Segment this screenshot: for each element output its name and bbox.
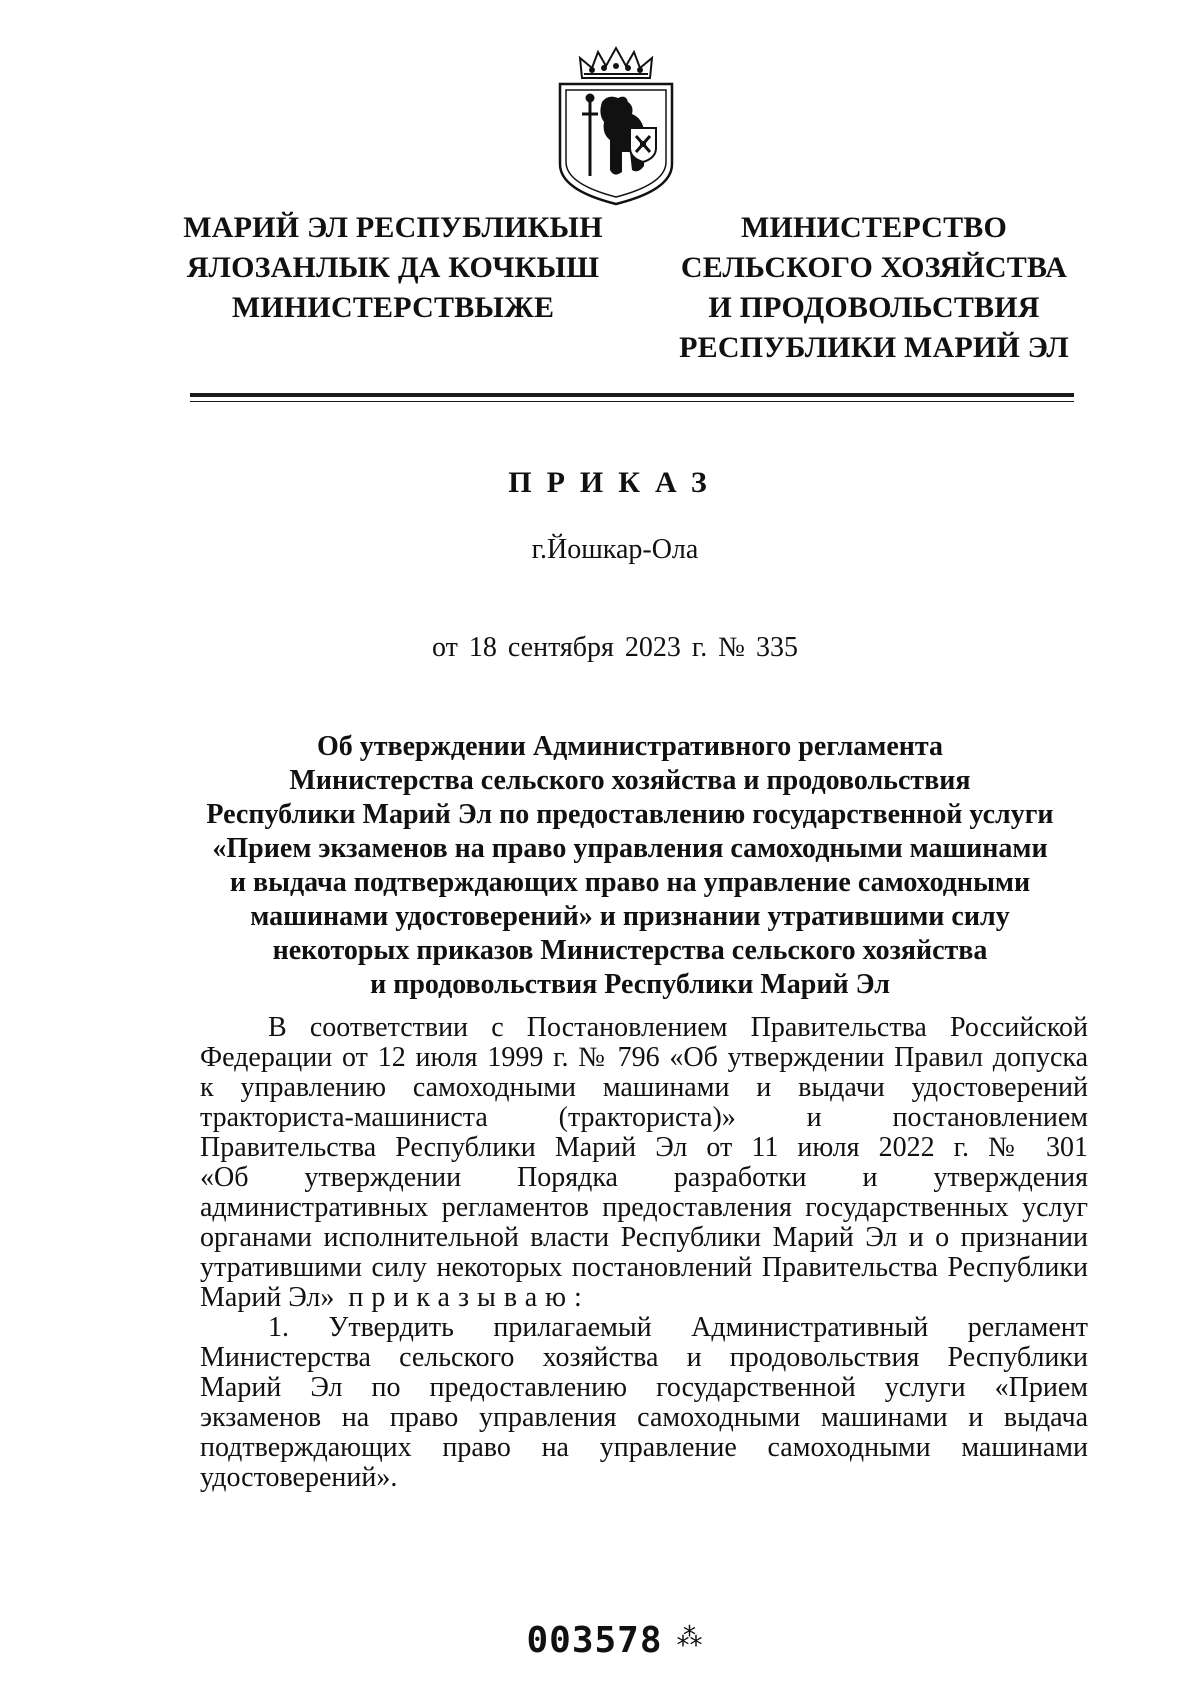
body-line: Марий Эл по предоставлению государственной услуги «Прием xyxy=(200,1372,1088,1403)
body-line: утратившими силу некоторых постановлений Правительства Республики xyxy=(200,1252,1088,1283)
header-right-line: МИНИСТЕРСТВО xyxy=(740,211,1008,244)
coat-of-arms-emblem xyxy=(552,44,680,208)
order-word: приказываю: xyxy=(348,1282,590,1313)
header-right-line: РЕСПУБЛИКИ МАРИЙ ЭЛ xyxy=(679,331,1069,364)
header-divider-thick xyxy=(190,393,1074,397)
header-left-line: МАРИЙ ЭЛ РЕСПУБЛИКЫН xyxy=(183,211,603,244)
body-line: В соответствии с Постановлением Правительства Российской xyxy=(268,1012,1088,1043)
order-city: г.Йошкар-Ола xyxy=(531,534,699,565)
subject-line: машинами удостоверений» и признании утратившими силу xyxy=(250,901,1010,932)
header-left-line: МИНИСТЕРСТВЫЖЕ xyxy=(231,291,555,324)
header-right-russian xyxy=(670,208,1078,368)
body-line-prefix: Марий Эл» xyxy=(200,1282,335,1313)
subject-line: и выдача подтверждающих право на управление самоходными xyxy=(229,867,1031,898)
crown-icon xyxy=(580,48,652,78)
header-right-line: СЕЛЬСКОГО ХОЗЯЙСТВА xyxy=(680,251,1068,284)
sword-icon xyxy=(582,95,598,176)
subject-line: «Прием экзаменов на право управления самоходными машинами xyxy=(212,833,1048,864)
subject-line: Об утверждении Административного регламента xyxy=(316,731,944,762)
serial-number-stamp xyxy=(0,1620,1200,1661)
subject-line: и продовольствия Республики Марий Эл xyxy=(370,969,890,1000)
header-left-line: ЯЛОЗАНЛЫК ДА КОЧКЫШ xyxy=(186,251,600,284)
body-line: тракториста-машиниста (тракториста)» и постановлением xyxy=(200,1102,1088,1133)
subject-line: Министерства сельского хозяйства и продовольствия xyxy=(289,765,971,796)
body-line: подтверждающих право на управление самоходными машинами xyxy=(200,1432,1088,1463)
body-line: Министерства сельского хозяйства и продовольствия Республики xyxy=(200,1342,1088,1373)
body-line: органами исполнительной власти Республики Марий Эл и о признании xyxy=(200,1222,1088,1253)
ornament-shield-icon xyxy=(630,128,656,162)
order-date-number: от 18 сентября 2023 г. № 335 xyxy=(432,632,798,663)
body-line: 1. Утвердить прилагаемый Административный регламент xyxy=(268,1312,1088,1343)
serial-number: 003578 xyxy=(526,1620,663,1661)
order-subject xyxy=(150,730,1110,1002)
subject-line: Республики Марий Эл по предоставлению государственной услуги xyxy=(206,799,1054,830)
body-line: административных регламентов предоставления государственных услуг xyxy=(200,1192,1088,1223)
body-line: Правительства Республики Марий Эл от 11 июля 2022 г. № 301 xyxy=(200,1132,1088,1163)
subject-line: некоторых приказов Министерства сельского хозяйства xyxy=(272,935,988,966)
header-divider-thin xyxy=(190,401,1074,402)
body-line: к управлению самоходными машинами и выдачи удостоверений xyxy=(200,1072,1088,1103)
body-line: «Об утверждении Порядка разработки и утверждения xyxy=(200,1162,1088,1193)
body-line: Федерации от 12 июля 1999 г. № 796 «Об утверждении Правил допуска xyxy=(200,1042,1088,1073)
body-line: экзаменов на право управления самоходными машинами и выдача xyxy=(200,1402,1088,1433)
body-line-order-clause xyxy=(200,1283,1088,1313)
asterism-icon: ⁂ xyxy=(676,1623,704,1653)
header-left-mari xyxy=(170,208,616,328)
body-line: удостоверений». xyxy=(200,1462,398,1493)
header-right-line: И ПРОДОВОЛЬСТВИЯ xyxy=(708,291,1040,324)
order-title: ПРИКАЗ xyxy=(508,466,722,499)
